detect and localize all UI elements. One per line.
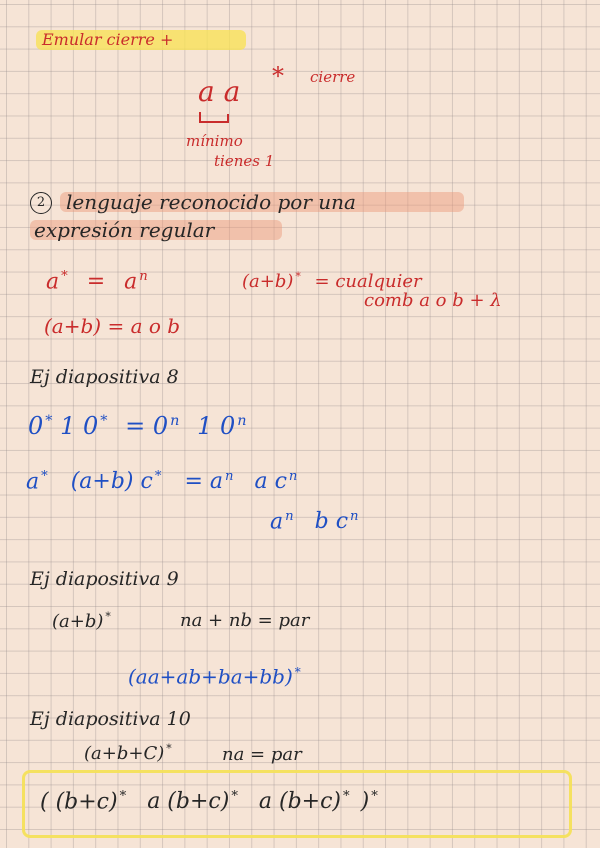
example-10-title: Ej diapositiva 10 <box>30 708 191 730</box>
example-10-expr: (a+b+C) * <box>84 742 172 764</box>
section-line-1: lenguaje reconocido por una <box>66 190 356 214</box>
bracket-mark <box>198 110 238 126</box>
section-number: 2 <box>30 192 52 214</box>
example-8-eq-1: 0 * 1 0 * = 0 $^n$ 1 0 $^n$ <box>28 412 247 440</box>
section-line-2: expresión regular <box>34 218 215 242</box>
example-10-condition: na = par <box>222 744 302 765</box>
top-star: * <box>272 62 284 90</box>
example-10-result: ( (b+c) * a (b+c) * a (b+c) * ) * <box>40 789 378 815</box>
page-title: Emular cierre + <box>42 30 174 49</box>
example-8-eq-2: a * (a+b) c * = a $^n$ a c $^n$ <box>26 469 298 495</box>
example-8-eq-3: a $^n$ b c $^n$ <box>270 509 359 535</box>
cierre-label: cierre <box>310 68 356 86</box>
rule-3-line-2: comb a o b + λ <box>364 290 502 311</box>
top-expression: a a <box>198 75 241 108</box>
example-9-expr: (a+b) * <box>52 610 111 632</box>
minimo-label: mínimo <box>186 132 243 150</box>
example-9-condition: na + nb = par <box>180 610 310 631</box>
tienes-label: tienes 1 <box>214 152 275 170</box>
rule-2: (a+b) = a o b <box>44 314 181 338</box>
example-9-title: Ej diapositiva 9 <box>30 568 179 590</box>
rule-1: a * = a $^n$ <box>46 269 148 295</box>
example-9-result: (aa+ab+ba+bb) * <box>128 664 301 689</box>
example-8-title: Ej diapositiva 8 <box>30 366 179 388</box>
rule-3: (a+b) * = cualquier <box>242 270 422 292</box>
